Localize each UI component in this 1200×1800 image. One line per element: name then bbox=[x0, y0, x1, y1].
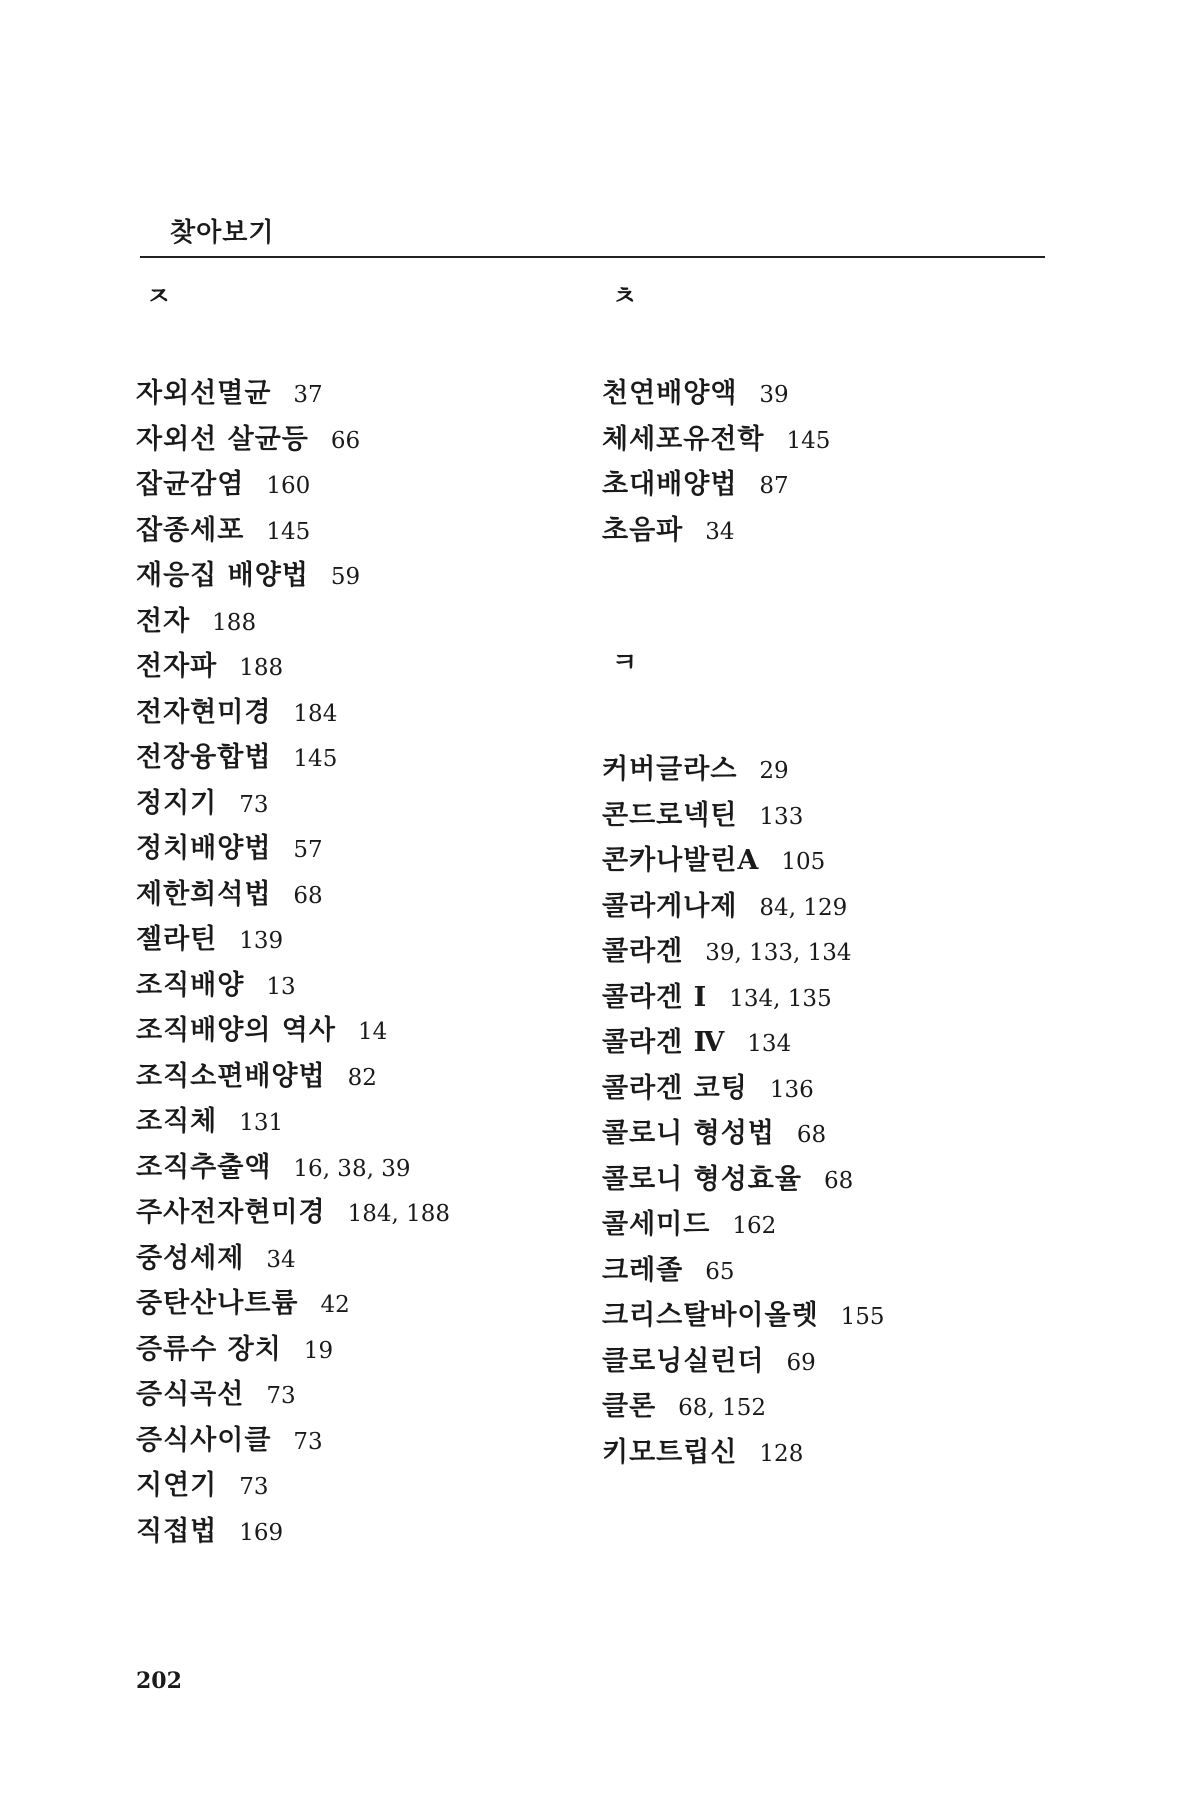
index-entry bbox=[136, 735, 450, 781]
index-entry bbox=[136, 462, 450, 508]
index-pages: 128 bbox=[759, 1440, 804, 1467]
index-term: 지연기 bbox=[136, 1470, 218, 1501]
index-entry bbox=[602, 1384, 885, 1430]
index-entry bbox=[602, 1293, 885, 1339]
entry-list-j bbox=[136, 371, 450, 1554]
index-term: 증식곡선 bbox=[136, 1379, 245, 1410]
index-term: 콜라겐 Ⅰ bbox=[602, 981, 708, 1013]
index-term: 조직체 bbox=[136, 1106, 218, 1137]
index-pages: 73 bbox=[293, 1428, 323, 1455]
index-entry bbox=[136, 963, 450, 1009]
index-term: 콜로니 형성효율 bbox=[602, 1163, 802, 1195]
index-entry bbox=[136, 1509, 450, 1555]
index-pages: 69 bbox=[786, 1349, 816, 1376]
index-pages: 145 bbox=[266, 518, 311, 545]
index-entry bbox=[136, 781, 450, 827]
index-entry bbox=[136, 1054, 450, 1100]
index-pages: 29 bbox=[759, 758, 789, 784]
index-entry bbox=[602, 508, 830, 554]
index-pages: 84, 129 bbox=[759, 894, 848, 921]
index-pages: 68 bbox=[293, 882, 323, 909]
index-entry bbox=[136, 553, 450, 599]
index-pages: 68 bbox=[796, 1122, 827, 1148]
index-pages: 68 bbox=[823, 1167, 854, 1194]
index-entry bbox=[602, 884, 885, 930]
index-entry bbox=[602, 1202, 885, 1248]
index-entry bbox=[136, 1008, 450, 1054]
index-entry bbox=[136, 872, 450, 918]
index-entry bbox=[602, 838, 885, 884]
index-pages: 188 bbox=[239, 655, 284, 681]
index-term: 콘카나발린A bbox=[602, 845, 760, 876]
index-pages: 87 bbox=[759, 473, 789, 499]
index-entry bbox=[136, 1372, 450, 1418]
index-entry bbox=[136, 1327, 450, 1373]
index-pages: 14 bbox=[357, 1019, 388, 1045]
index-term: 증류수 장치 bbox=[136, 1333, 282, 1365]
index-pages: 139 bbox=[239, 928, 284, 954]
index-pages: 169 bbox=[239, 1519, 284, 1546]
index-pages: 73 bbox=[266, 1383, 296, 1409]
index-entry bbox=[602, 462, 830, 508]
index-term: 콜라게나제 bbox=[602, 890, 738, 922]
index-term: 증식사이클 bbox=[136, 1424, 272, 1456]
index-term: 전자파 bbox=[136, 651, 218, 682]
index-pages: 66 bbox=[330, 427, 361, 454]
index-term: 키모트립신 bbox=[602, 1436, 738, 1468]
index-term: 전장융합법 bbox=[136, 742, 272, 773]
index-entry bbox=[136, 1418, 450, 1464]
index-entry bbox=[136, 690, 450, 736]
index-pages: 65 bbox=[705, 1258, 735, 1285]
index-entry bbox=[602, 1248, 885, 1294]
index-entry bbox=[136, 826, 450, 872]
index-entry bbox=[602, 417, 830, 463]
index-pages: 13 bbox=[266, 973, 296, 1000]
index-pages: 42 bbox=[320, 1292, 350, 1318]
index-term: 초대배양법 bbox=[602, 469, 738, 500]
index-entry bbox=[136, 599, 450, 645]
index-entry bbox=[602, 371, 830, 417]
index-pages: 16, 38, 39 bbox=[293, 1155, 411, 1182]
index-term: 초음파 bbox=[602, 514, 684, 546]
index-pages: 133 bbox=[759, 803, 804, 830]
index-pages: 82 bbox=[347, 1064, 377, 1091]
index-term: 재응집 배양법 bbox=[136, 560, 309, 591]
index-entry bbox=[136, 1281, 450, 1327]
index-term: 젤라틴 bbox=[136, 924, 218, 955]
index-pages: 73 bbox=[239, 791, 269, 818]
index-entry bbox=[136, 508, 450, 554]
index-pages: 155 bbox=[840, 1304, 885, 1330]
index-pages: 57 bbox=[293, 837, 323, 863]
index-entry bbox=[136, 371, 450, 417]
index-pages: 34 bbox=[705, 518, 735, 545]
index-entry bbox=[602, 1020, 885, 1066]
index-pages: 19 bbox=[303, 1337, 334, 1364]
index-pages: 184, 188 bbox=[347, 1201, 450, 1227]
index-term: 콜라겐 bbox=[602, 936, 684, 967]
index-pages: 136 bbox=[769, 1076, 814, 1103]
page-title: 찾아보기 bbox=[170, 218, 275, 248]
index-term: 직접법 bbox=[136, 1515, 218, 1547]
index-entry bbox=[602, 1111, 885, 1157]
index-pages: 184 bbox=[293, 700, 338, 727]
index-term: 자외선멸균 bbox=[136, 378, 272, 409]
index-term: 클론 bbox=[602, 1391, 657, 1422]
index-pages: 73 bbox=[239, 1474, 269, 1500]
section-heading-k: ㅋ bbox=[612, 648, 638, 678]
index-term: 체세포유전학 bbox=[602, 423, 765, 455]
index-term: 콜라겐 Ⅳ bbox=[602, 1027, 726, 1058]
entry-list-k bbox=[602, 747, 885, 1475]
index-term: 천연배양액 bbox=[602, 378, 738, 409]
index-term: 클로닝실린더 bbox=[602, 1345, 765, 1377]
index-entry bbox=[136, 1463, 450, 1509]
index-entry bbox=[136, 417, 450, 463]
index-entry bbox=[602, 929, 885, 975]
index-term: 전자현미경 bbox=[136, 696, 272, 728]
index-term: 크리스탈바이올렛 bbox=[602, 1300, 819, 1331]
index-term: 콜로니 형성법 bbox=[602, 1118, 775, 1149]
index-pages: 37 bbox=[293, 382, 323, 408]
index-entry bbox=[602, 1430, 885, 1476]
index-pages: 68, 152 bbox=[678, 1395, 766, 1421]
index-term: 잡균감염 bbox=[136, 469, 245, 500]
index-term: 콜세미드 bbox=[602, 1209, 711, 1240]
index-term: 정치배양법 bbox=[136, 833, 272, 864]
index-term: 조직배양 bbox=[136, 969, 245, 1001]
index-term: 제한희석법 bbox=[136, 878, 272, 910]
index-term: 중성세제 bbox=[136, 1242, 245, 1274]
index-entry bbox=[602, 975, 885, 1021]
index-pages: 39, 133, 134 bbox=[705, 940, 852, 966]
index-entry bbox=[136, 1236, 450, 1282]
index-entry bbox=[602, 747, 885, 793]
index-entry bbox=[136, 917, 450, 963]
index-pages: 39 bbox=[759, 382, 789, 408]
index-term: 조직소편배양법 bbox=[136, 1060, 326, 1092]
index-term: 크레졸 bbox=[602, 1254, 684, 1286]
index-pages: 134 bbox=[747, 1031, 792, 1057]
index-term: 잡종세포 bbox=[136, 514, 245, 546]
index-term: 전자 bbox=[136, 605, 191, 637]
section-heading-j: ㅈ bbox=[146, 282, 172, 312]
index-pages: 134, 135 bbox=[729, 985, 832, 1012]
index-entry bbox=[136, 644, 450, 690]
index-pages: 131 bbox=[239, 1110, 284, 1136]
index-entry bbox=[136, 1145, 450, 1191]
index-term: 자외선 살균등 bbox=[136, 423, 309, 455]
page-number: 202 bbox=[136, 1668, 182, 1694]
index-pages: 145 bbox=[293, 746, 338, 772]
index-entry bbox=[136, 1099, 450, 1145]
title-rule bbox=[140, 256, 1045, 258]
index-term: 조직배양의 역사 bbox=[136, 1015, 336, 1046]
index-term: 조직추출액 bbox=[136, 1151, 272, 1183]
index-pages: 160 bbox=[266, 473, 311, 499]
entry-list-ch bbox=[602, 371, 830, 553]
index-pages: 188 bbox=[212, 609, 257, 636]
index-entry bbox=[136, 1190, 450, 1236]
index-pages: 34 bbox=[266, 1246, 296, 1273]
index-term: 주사전자현미경 bbox=[136, 1197, 326, 1228]
index-pages: 59 bbox=[330, 564, 361, 590]
index-pages: 162 bbox=[732, 1213, 777, 1239]
index-term: 콘드로넥틴 bbox=[602, 799, 738, 831]
index-pages: 145 bbox=[786, 427, 831, 454]
index-entry bbox=[602, 793, 885, 839]
index-pages: 105 bbox=[781, 849, 826, 875]
index-term: 정지기 bbox=[136, 787, 218, 819]
index-entry bbox=[602, 1339, 885, 1385]
index-entry bbox=[602, 1157, 885, 1203]
index-entry bbox=[602, 1066, 885, 1112]
index-term: 콜라겐 코팅 bbox=[602, 1072, 748, 1104]
index-term: 커버글라스 bbox=[602, 754, 738, 785]
section-k bbox=[602, 642, 885, 1475]
section-heading-ch: ㅊ bbox=[612, 282, 638, 312]
index-term: 중탄산나트륨 bbox=[136, 1288, 299, 1319]
